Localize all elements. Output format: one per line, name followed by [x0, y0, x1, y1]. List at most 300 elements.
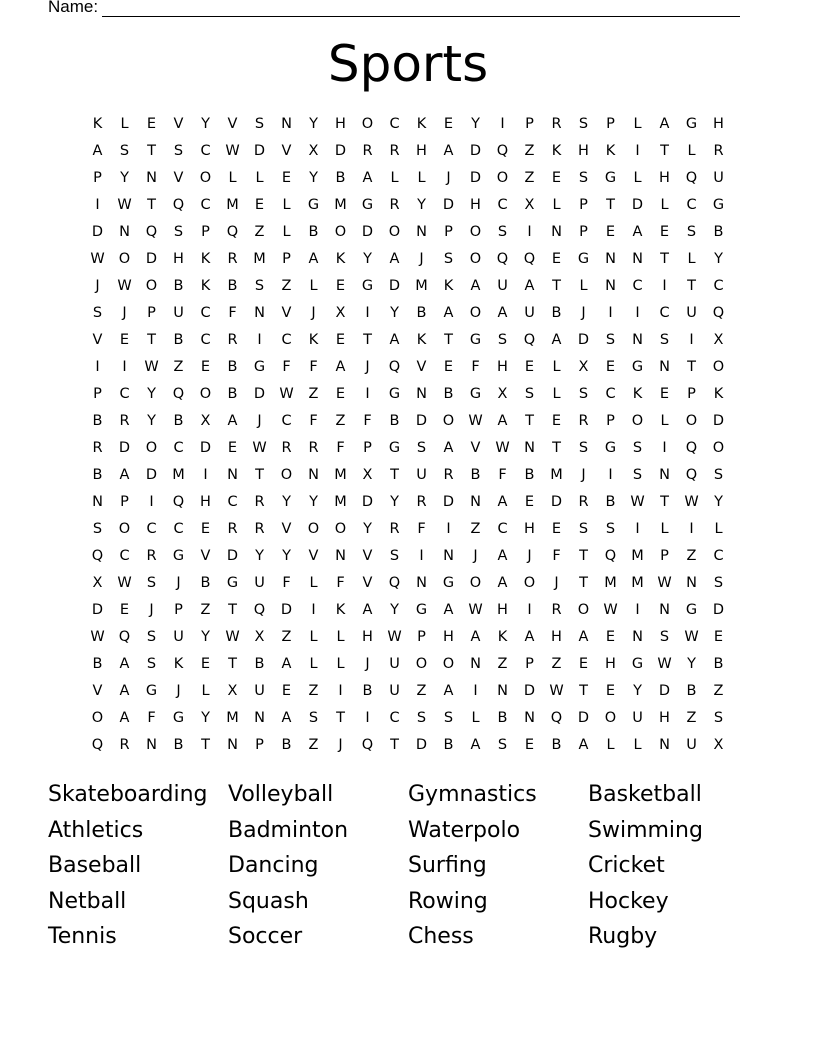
grid-cell: K	[551, 143, 562, 159]
grid-cell: C	[281, 413, 292, 429]
grid-cell: V	[281, 521, 292, 537]
grid-cell: M	[631, 575, 644, 591]
grid-cell: C	[632, 278, 643, 294]
grid-cell: U	[254, 683, 265, 699]
grid-cell: M	[334, 467, 347, 483]
grid-cell: X	[578, 359, 589, 375]
grid-cell: S	[119, 143, 130, 159]
grid-cell: Y	[633, 683, 642, 699]
grid-cell: S	[713, 467, 724, 483]
grid-cell: B	[470, 467, 481, 483]
grid-cell: L	[633, 170, 642, 186]
grid-cell: C	[200, 197, 211, 213]
grid-cell: D	[253, 386, 266, 402]
grid-cell: K	[632, 386, 643, 402]
grid-cell: D	[712, 602, 725, 618]
grid-cell: M	[415, 278, 428, 294]
grid-cell: S	[632, 440, 643, 456]
grid-cell: T	[147, 197, 156, 213]
grid-cell: X	[362, 467, 373, 483]
grid-cell: B	[173, 278, 184, 294]
grid-cell: W	[90, 629, 105, 645]
grid-cell: S	[254, 278, 265, 294]
grid-cell: D	[577, 332, 590, 348]
grid-cell: X	[227, 683, 238, 699]
grid-cell: S	[443, 710, 454, 726]
grid-cell: D	[91, 602, 104, 618]
grid-cell: B	[524, 467, 535, 483]
grid-cell: H	[713, 116, 724, 132]
grid-cell: L	[660, 521, 669, 537]
grid-cell: I	[365, 710, 370, 726]
grid-cell: S	[578, 170, 589, 186]
grid-cell: U	[686, 305, 697, 321]
grid-cell: T	[390, 737, 399, 753]
grid-cell: M	[631, 548, 644, 564]
word-list-item: Tennis	[48, 924, 117, 950]
grid-cell: T	[606, 197, 615, 213]
grid-cell: T	[552, 278, 561, 294]
name-label: Name:	[48, 0, 99, 16]
grid-cell: J	[257, 413, 262, 429]
grid-cell: S	[416, 440, 427, 456]
grid-cell: N	[605, 251, 616, 267]
grid-cell: R	[146, 548, 157, 564]
grid-cell: P	[120, 494, 129, 510]
grid-cell: J	[176, 575, 181, 591]
grid-cell: D	[631, 197, 644, 213]
grid-cell: C	[497, 197, 508, 213]
grid-cell: P	[525, 116, 534, 132]
grid-cell: Q	[496, 251, 509, 267]
grid-cell: L	[309, 656, 318, 672]
word-list-item: Baseball	[48, 853, 142, 879]
grid-cell: I	[419, 548, 424, 564]
word-list-item: Rowing	[408, 888, 488, 914]
grid-cell: Y	[309, 116, 318, 132]
grid-cell: Q	[685, 170, 698, 186]
grid-cell: E	[659, 386, 670, 402]
grid-cell: Q	[172, 494, 185, 510]
grid-cell: F	[417, 521, 426, 537]
grid-cell: Z	[524, 170, 535, 186]
grid-cell: S	[659, 629, 670, 645]
grid-cell: H	[416, 143, 427, 159]
grid-cell: E	[200, 656, 211, 672]
grid-cell: S	[524, 386, 535, 402]
grid-cell: T	[255, 467, 264, 483]
grid-cell: B	[686, 683, 697, 699]
grid-cell: W	[387, 629, 402, 645]
grid-cell: M	[334, 494, 347, 510]
grid-cell: V	[92, 683, 103, 699]
grid-cell: W	[468, 413, 483, 429]
grid-cell: B	[92, 656, 103, 672]
grid-cell: J	[365, 359, 370, 375]
grid-cell: A	[470, 737, 481, 753]
grid-cell: Z	[416, 683, 427, 699]
grid-cell: R	[389, 521, 400, 537]
grid-cell: E	[524, 737, 535, 753]
grid-cell: N	[416, 224, 427, 240]
grid-cell: H	[200, 494, 211, 510]
grid-cell: I	[635, 143, 640, 159]
grid-cell: Y	[120, 170, 129, 186]
grid-cell: P	[201, 224, 210, 240]
grid-cell: I	[527, 224, 532, 240]
grid-cell: W	[225, 143, 240, 159]
grid-cell: N	[632, 251, 643, 267]
grid-cell: B	[389, 413, 400, 429]
grid-cell: B	[551, 737, 562, 753]
grid-cell: E	[578, 656, 589, 672]
grid-cell: I	[446, 521, 451, 537]
grid-cell: A	[578, 737, 589, 753]
grid-cell: G	[631, 359, 644, 375]
grid-cell: N	[470, 494, 481, 510]
grid-cell: V	[173, 116, 184, 132]
grid-cell: B	[173, 332, 184, 348]
grid-cell: C	[227, 494, 238, 510]
grid-cell: N	[146, 737, 157, 753]
grid-cell: S	[416, 710, 427, 726]
grid-cell: N	[497, 683, 508, 699]
grid-cell: G	[307, 197, 320, 213]
grid-cell: O	[685, 413, 698, 429]
grid-cell: Q	[226, 224, 239, 240]
grid-cell: C	[389, 710, 400, 726]
grid-cell: O	[712, 359, 725, 375]
grid-cell: M	[604, 575, 617, 591]
grid-cell: G	[172, 548, 185, 564]
grid-cell: Y	[471, 116, 480, 132]
grid-cell: V	[362, 548, 373, 564]
grid-cell: O	[145, 278, 158, 294]
grid-cell: P	[660, 548, 669, 564]
grid-cell: Q	[496, 143, 509, 159]
grid-cell: S	[173, 224, 184, 240]
grid-cell: C	[119, 548, 130, 564]
grid-cell: N	[308, 467, 319, 483]
grid-cell: B	[227, 359, 238, 375]
grid-cell: J	[176, 683, 181, 699]
grid-cell: L	[282, 224, 291, 240]
grid-cell: U	[713, 170, 724, 186]
grid-cell: G	[253, 359, 266, 375]
grid-cell: P	[147, 305, 156, 321]
grid-cell: D	[415, 737, 428, 753]
grid-cell: V	[281, 143, 292, 159]
word-list-item: Badminton	[228, 817, 349, 843]
grid-cell: W	[252, 440, 267, 456]
grid-cell: F	[309, 359, 318, 375]
grid-cell: U	[389, 683, 400, 699]
grid-cell: Z	[686, 548, 697, 564]
grid-cell: Z	[281, 278, 292, 294]
grid-cell: N	[443, 548, 454, 564]
grid-cell: E	[605, 683, 616, 699]
grid-cell: I	[122, 359, 127, 375]
grid-cell: Q	[604, 548, 617, 564]
grid-cell: K	[443, 278, 454, 294]
name-line[interactable]	[102, 0, 740, 17]
grid-cell: L	[471, 710, 480, 726]
grid-cell: G	[145, 683, 158, 699]
grid-cell: G	[631, 656, 644, 672]
grid-cell: S	[254, 116, 265, 132]
grid-cell: W	[657, 575, 672, 591]
grid-cell: S	[173, 143, 184, 159]
grid-cell: J	[338, 737, 343, 753]
grid-cell: V	[92, 332, 103, 348]
grid-cell: U	[173, 305, 184, 321]
grid-cell: D	[523, 683, 536, 699]
grid-cell: P	[525, 656, 534, 672]
grid-cell: L	[579, 278, 588, 294]
grid-cell: O	[523, 575, 536, 591]
grid-cell: I	[635, 602, 640, 618]
grid-cell: L	[552, 359, 561, 375]
grid-cell: G	[604, 170, 617, 186]
grid-cell: A	[119, 710, 130, 726]
grid-cell: R	[254, 521, 265, 537]
grid-cell: W	[468, 602, 483, 618]
grid-cell: K	[308, 332, 319, 348]
grid-cell: O	[442, 413, 455, 429]
grid-cell: S	[578, 440, 589, 456]
grid-cell: G	[388, 440, 401, 456]
grid-cell: L	[228, 170, 237, 186]
word-list-item: Waterpolo	[408, 817, 521, 843]
word-list-item: Rugby	[588, 924, 658, 950]
grid-cell: Y	[714, 494, 723, 510]
grid-cell: C	[659, 305, 670, 321]
grid-cell: W	[144, 359, 159, 375]
grid-cell: Q	[685, 440, 698, 456]
grid-cell: O	[334, 224, 347, 240]
grid-cell: F	[363, 413, 372, 429]
grid-cell: R	[578, 413, 589, 429]
grid-cell: F	[498, 467, 507, 483]
grid-cell: Q	[361, 737, 374, 753]
grid-cell: N	[659, 467, 670, 483]
grid-cell: O	[469, 224, 482, 240]
grid-cell: F	[282, 575, 291, 591]
grid-cell: R	[362, 143, 373, 159]
grid-cell: J	[95, 278, 100, 294]
word-list-item: Chess	[408, 924, 474, 950]
grid-cell: T	[687, 359, 696, 375]
grid-cell: Y	[309, 170, 318, 186]
grid-cell: K	[92, 116, 103, 132]
grid-cell: M	[226, 710, 239, 726]
grid-cell: L	[201, 683, 210, 699]
word-list-item: Cricket	[588, 853, 665, 879]
grid-cell: W	[117, 197, 132, 213]
grid-cell: B	[227, 278, 238, 294]
word-list-item: Volleyball	[228, 782, 334, 807]
grid-cell: A	[281, 656, 292, 672]
grid-cell: S	[443, 251, 454, 267]
grid-cell: Q	[388, 575, 401, 591]
grid-cell: D	[361, 494, 374, 510]
grid-cell: X	[713, 332, 724, 348]
grid-cell: H	[470, 197, 481, 213]
grid-cell: Y	[390, 305, 399, 321]
grid-cell: T	[579, 548, 588, 564]
word-list-item: Hockey	[588, 888, 669, 914]
grid-cell: F	[552, 548, 561, 564]
grid-cell: R	[443, 467, 454, 483]
grid-cell: B	[443, 737, 454, 753]
grid-cell: W	[549, 683, 564, 699]
grid-cell: Q	[118, 629, 131, 645]
grid-cell: B	[713, 224, 724, 240]
grid-cell: E	[524, 494, 535, 510]
grid-cell: X	[713, 737, 724, 753]
grid-cell: S	[146, 656, 157, 672]
grid-cell: U	[254, 575, 265, 591]
grid-cell: W	[117, 278, 132, 294]
grid-cell: O	[118, 251, 131, 267]
grid-cell: C	[605, 386, 616, 402]
grid-cell: O	[469, 575, 482, 591]
grid-cell: R	[254, 494, 265, 510]
grid-cell: G	[604, 440, 617, 456]
grid-cell: I	[689, 521, 694, 537]
grid-cell: Y	[390, 602, 399, 618]
grid-cell: Z	[686, 710, 697, 726]
grid-cell: C	[389, 116, 400, 132]
grid-cell: W	[279, 386, 294, 402]
grid-cell: B	[281, 737, 292, 753]
grid-cell: T	[552, 440, 561, 456]
grid-cell: A	[524, 629, 535, 645]
grid-cell: I	[95, 359, 100, 375]
grid-cell: I	[662, 278, 667, 294]
grid-cell: Z	[308, 386, 319, 402]
grid-cell: Y	[714, 251, 723, 267]
grid-cell: B	[551, 305, 562, 321]
grid-cell: C	[173, 440, 184, 456]
grid-cell: A	[497, 494, 508, 510]
grid-cell: A	[470, 278, 481, 294]
grid-cell: O	[604, 710, 617, 726]
grid-cell: T	[228, 602, 237, 618]
grid-cell: G	[388, 386, 401, 402]
grid-cell: P	[606, 116, 615, 132]
grid-cell: D	[577, 710, 590, 726]
grid-cell: U	[686, 737, 697, 753]
grid-cell: A	[119, 467, 130, 483]
grid-cell: B	[92, 467, 103, 483]
grid-cell: I	[635, 521, 640, 537]
grid-cell: W	[603, 602, 618, 618]
grid-cell: K	[416, 332, 427, 348]
grid-cell: S	[632, 467, 643, 483]
word-list-item: Skateboarding	[48, 782, 208, 807]
grid-cell: K	[605, 143, 616, 159]
grid-cell: P	[606, 413, 615, 429]
grid-cell: Y	[201, 116, 210, 132]
grid-cell: C	[200, 143, 211, 159]
grid-cell: L	[309, 278, 318, 294]
grid-cell: D	[280, 602, 293, 618]
grid-cell: M	[226, 197, 239, 213]
grid-cell: G	[712, 197, 725, 213]
grid-cell: T	[228, 656, 237, 672]
grid-cell: L	[660, 197, 669, 213]
grid-cell: R	[227, 521, 238, 537]
grid-cell: J	[446, 170, 451, 186]
grid-cell: B	[173, 737, 184, 753]
grid-cell: D	[118, 440, 131, 456]
grid-cell: Q	[172, 197, 185, 213]
grid-cell: S	[605, 521, 616, 537]
grid-cell: V	[416, 359, 427, 375]
grid-cell: R	[119, 737, 130, 753]
grid-cell: O	[280, 467, 293, 483]
grid-cell: Q	[388, 359, 401, 375]
page-title: Sports	[327, 35, 489, 93]
grid-cell: U	[497, 278, 508, 294]
grid-cell: S	[578, 116, 589, 132]
grid-cell: O	[442, 656, 455, 672]
grid-cell: A	[308, 251, 319, 267]
word-list-item: Surfing	[408, 853, 487, 879]
grid-cell: J	[365, 656, 370, 672]
grid-cell: L	[552, 386, 561, 402]
grid-cell: C	[713, 548, 724, 564]
grid-cell: U	[389, 656, 400, 672]
grid-cell: D	[226, 548, 239, 564]
grid-cell: T	[363, 332, 372, 348]
grid-cell: W	[657, 656, 672, 672]
grid-cell: H	[524, 521, 535, 537]
grid-cell: R	[578, 494, 589, 510]
grid-cell: F	[282, 359, 291, 375]
grid-cell: L	[309, 629, 318, 645]
grid-cell: V	[362, 575, 373, 591]
grid-cell: E	[335, 278, 346, 294]
grid-cell: N	[227, 737, 238, 753]
grid-cell: R	[713, 143, 724, 159]
grid-cell: Y	[255, 548, 264, 564]
grid-cell: J	[527, 548, 532, 564]
grid-cell: Y	[309, 494, 318, 510]
grid-cell: Y	[147, 413, 156, 429]
grid-cell: A	[497, 548, 508, 564]
grid-cell: O	[469, 251, 482, 267]
grid-cell: L	[120, 116, 129, 132]
grid-cell: M	[334, 197, 347, 213]
grid-cell: P	[363, 440, 372, 456]
grid-cell: H	[605, 656, 616, 672]
grid-cell: A	[92, 143, 103, 159]
grid-cell: T	[147, 143, 156, 159]
grid-cell: I	[311, 602, 316, 618]
grid-cell: S	[578, 521, 589, 537]
grid-cell: H	[659, 710, 670, 726]
grid-cell: H	[578, 143, 589, 159]
grid-cell: U	[416, 467, 427, 483]
grid-cell: P	[93, 386, 102, 402]
word-list-item: Netball	[48, 888, 127, 914]
grid-cell: N	[146, 170, 157, 186]
word-list	[48, 777, 768, 955]
grid-cell: O	[415, 656, 428, 672]
grid-cell: B	[254, 656, 265, 672]
